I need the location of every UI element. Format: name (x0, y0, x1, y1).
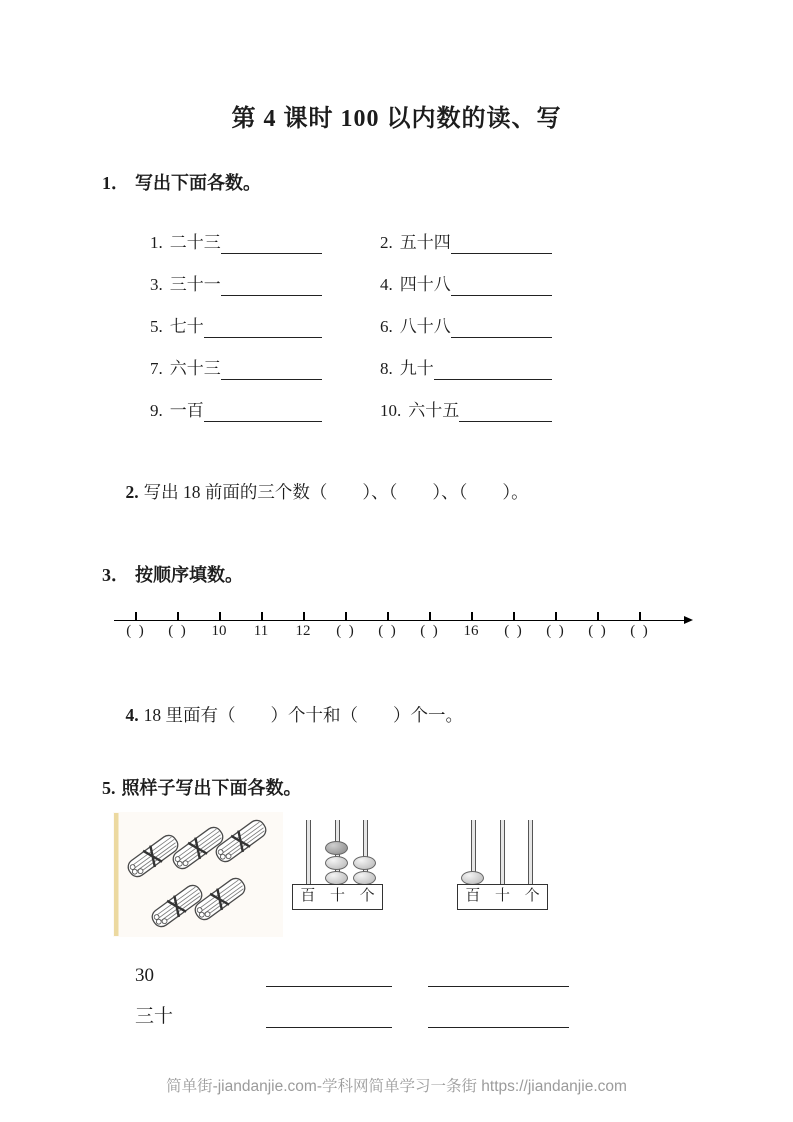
question-5-text: 照样子写出下面各数。 (121, 778, 302, 798)
q1-item-5 (150, 315, 322, 338)
number-line-label: 12 (295, 623, 311, 639)
answer-blank (266, 1027, 392, 1028)
number-line-cell (198, 623, 240, 640)
item-text: 三十一 (169, 275, 221, 294)
question-2 (108, 458, 793, 525)
question-1-header (102, 169, 793, 195)
item-number: 10. (380, 401, 402, 420)
abacus-rod-ones (528, 820, 533, 887)
abacus-bead (353, 871, 376, 885)
q1-item-8 (380, 357, 552, 380)
answer-blank (459, 421, 552, 422)
place-value-box (292, 884, 383, 910)
number-line-label: ( ) (588, 623, 606, 639)
tick-mark (639, 612, 641, 620)
question-1-items (150, 231, 793, 422)
abacus-figure-2 (460, 820, 545, 910)
example-answer-number: 30 (135, 965, 154, 986)
number-line-label: ( ) (504, 623, 522, 639)
question-1-text: 写出下面各数。 (135, 173, 261, 193)
answer-blank (428, 986, 569, 987)
place-value-label-ones: 个 (524, 888, 540, 904)
tick-mark (219, 612, 221, 620)
abacus-bead (325, 856, 348, 870)
item-text: 九十 (399, 359, 434, 378)
abacus-rod-hundreds (306, 820, 311, 887)
number-line-label: ( ) (126, 623, 144, 639)
abacus-bead (325, 841, 348, 855)
number-line-label: ( ) (378, 623, 396, 639)
q1-item-6 (380, 315, 552, 338)
q1-item-3 (150, 273, 322, 296)
abacus-bead (353, 856, 376, 870)
arrow-right-icon (684, 616, 693, 624)
item-number: 9. (150, 401, 163, 420)
number-line-cell (366, 623, 408, 640)
tick-mark (387, 612, 389, 620)
answer-blank (204, 421, 322, 422)
question-3-header (102, 561, 793, 587)
number-line-label: ( ) (168, 623, 186, 639)
number-line-label: 10 (211, 623, 227, 639)
item-text: 二十三 (169, 233, 221, 252)
q1-item-1 (150, 231, 322, 254)
question-2-number: 2. (125, 482, 139, 502)
item-text: 六十五 (408, 401, 460, 420)
item-number: 1. (150, 233, 163, 252)
item-number: 6. (380, 317, 393, 336)
q1-item-9 (150, 399, 322, 422)
item-number: 8. (380, 359, 393, 378)
question-4-text: 18 里面有（ ）个十和（ ）个一。 (143, 705, 463, 725)
number-line-track (114, 620, 684, 621)
number-line-cell (156, 623, 198, 640)
number-line-label: 11 (253, 623, 269, 639)
question-1-number: 1． (102, 173, 129, 193)
item-text: 六十三 (169, 359, 221, 378)
tick-mark (471, 612, 473, 620)
question-5-answers (135, 946, 793, 1028)
sticks-bundles-image (113, 812, 283, 937)
question-3-number: 3． (102, 565, 129, 585)
answer-row-number (135, 946, 793, 987)
number-line-cell (408, 623, 450, 640)
item-text: 七十 (169, 317, 204, 336)
place-value-box (457, 884, 548, 910)
number-line-cell (324, 623, 366, 640)
item-number: 3. (150, 275, 163, 294)
tick-mark (555, 612, 557, 620)
item-text: 五十四 (399, 233, 451, 252)
item-text: 四十八 (399, 275, 451, 294)
answer-blank (434, 379, 552, 380)
tick-mark (135, 612, 137, 620)
answer-blank (451, 337, 552, 338)
worksheet-title: 第 4 课时 100 以内数的读、写 (231, 106, 562, 132)
tick-mark (597, 612, 599, 620)
q1-item-4 (380, 273, 552, 296)
tick-mark (513, 612, 515, 620)
example-answer-chinese: 三十 (135, 1006, 174, 1027)
number-line-cell (450, 623, 492, 640)
tick-mark (429, 612, 431, 620)
q1-item-2 (380, 231, 552, 254)
answer-blank (428, 1027, 569, 1028)
answer-blank (221, 295, 322, 296)
number-line-cell (618, 623, 660, 640)
item-text: 一百 (169, 401, 204, 420)
question-4 (108, 681, 793, 748)
q1-item-7 (150, 357, 322, 380)
number-line-cell (576, 623, 618, 640)
question-4-number: 4. (125, 705, 139, 725)
number-line-cell (282, 623, 324, 640)
abacus-bead (325, 871, 348, 885)
tick-mark (261, 612, 263, 620)
q1-item-10 (380, 399, 552, 422)
item-text: 八十八 (399, 317, 451, 336)
answer-row-chinese (135, 987, 793, 1028)
number-line-cells (114, 609, 660, 640)
place-value-label-ones: 个 (359, 888, 375, 904)
place-value-label-hundreds: 百 (465, 888, 481, 904)
number-line-cell (240, 623, 282, 640)
number-line (114, 609, 692, 651)
answer-blank (266, 986, 392, 987)
footer-watermark: 简单街-jiandanjie.com-学科网简单学习一条街 https://jiandanjie.com (166, 1078, 627, 1095)
question-5-number: 5. (102, 778, 116, 798)
item-number: 2. (380, 233, 393, 252)
answer-blank (451, 295, 552, 296)
tick-mark (303, 612, 305, 620)
abacus-rod-tens (500, 820, 505, 887)
number-line-label: ( ) (420, 623, 438, 639)
item-number: 5. (150, 317, 163, 336)
number-line-cell (492, 623, 534, 640)
number-line-label: ( ) (336, 623, 354, 639)
number-line-label: 16 (463, 623, 479, 639)
item-number: 7. (150, 359, 163, 378)
answer-blank (221, 379, 322, 380)
abacus-figure-1 (295, 820, 380, 910)
place-value-label-hundreds: 百 (300, 888, 316, 904)
question-5-figures (113, 812, 793, 940)
abacus-bead (461, 871, 484, 885)
tick-mark (345, 612, 347, 620)
number-line-label: ( ) (630, 623, 648, 639)
tick-mark (177, 612, 179, 620)
number-line-label: ( ) (546, 623, 564, 639)
question-2-text: 写出 18 前面的三个数（ ）、（ ）、（ ）。 (143, 482, 529, 502)
question-3-text: 按顺序填数。 (135, 565, 243, 585)
question-5-header (102, 774, 793, 800)
place-value-label-tens: 十 (495, 888, 511, 904)
item-number: 4. (380, 275, 393, 294)
number-line-cell (534, 623, 576, 640)
answer-blank (221, 253, 322, 254)
answer-blank (451, 253, 552, 254)
place-value-label-tens: 十 (330, 888, 346, 904)
answer-blank (204, 337, 322, 338)
number-line-cell (114, 623, 156, 640)
